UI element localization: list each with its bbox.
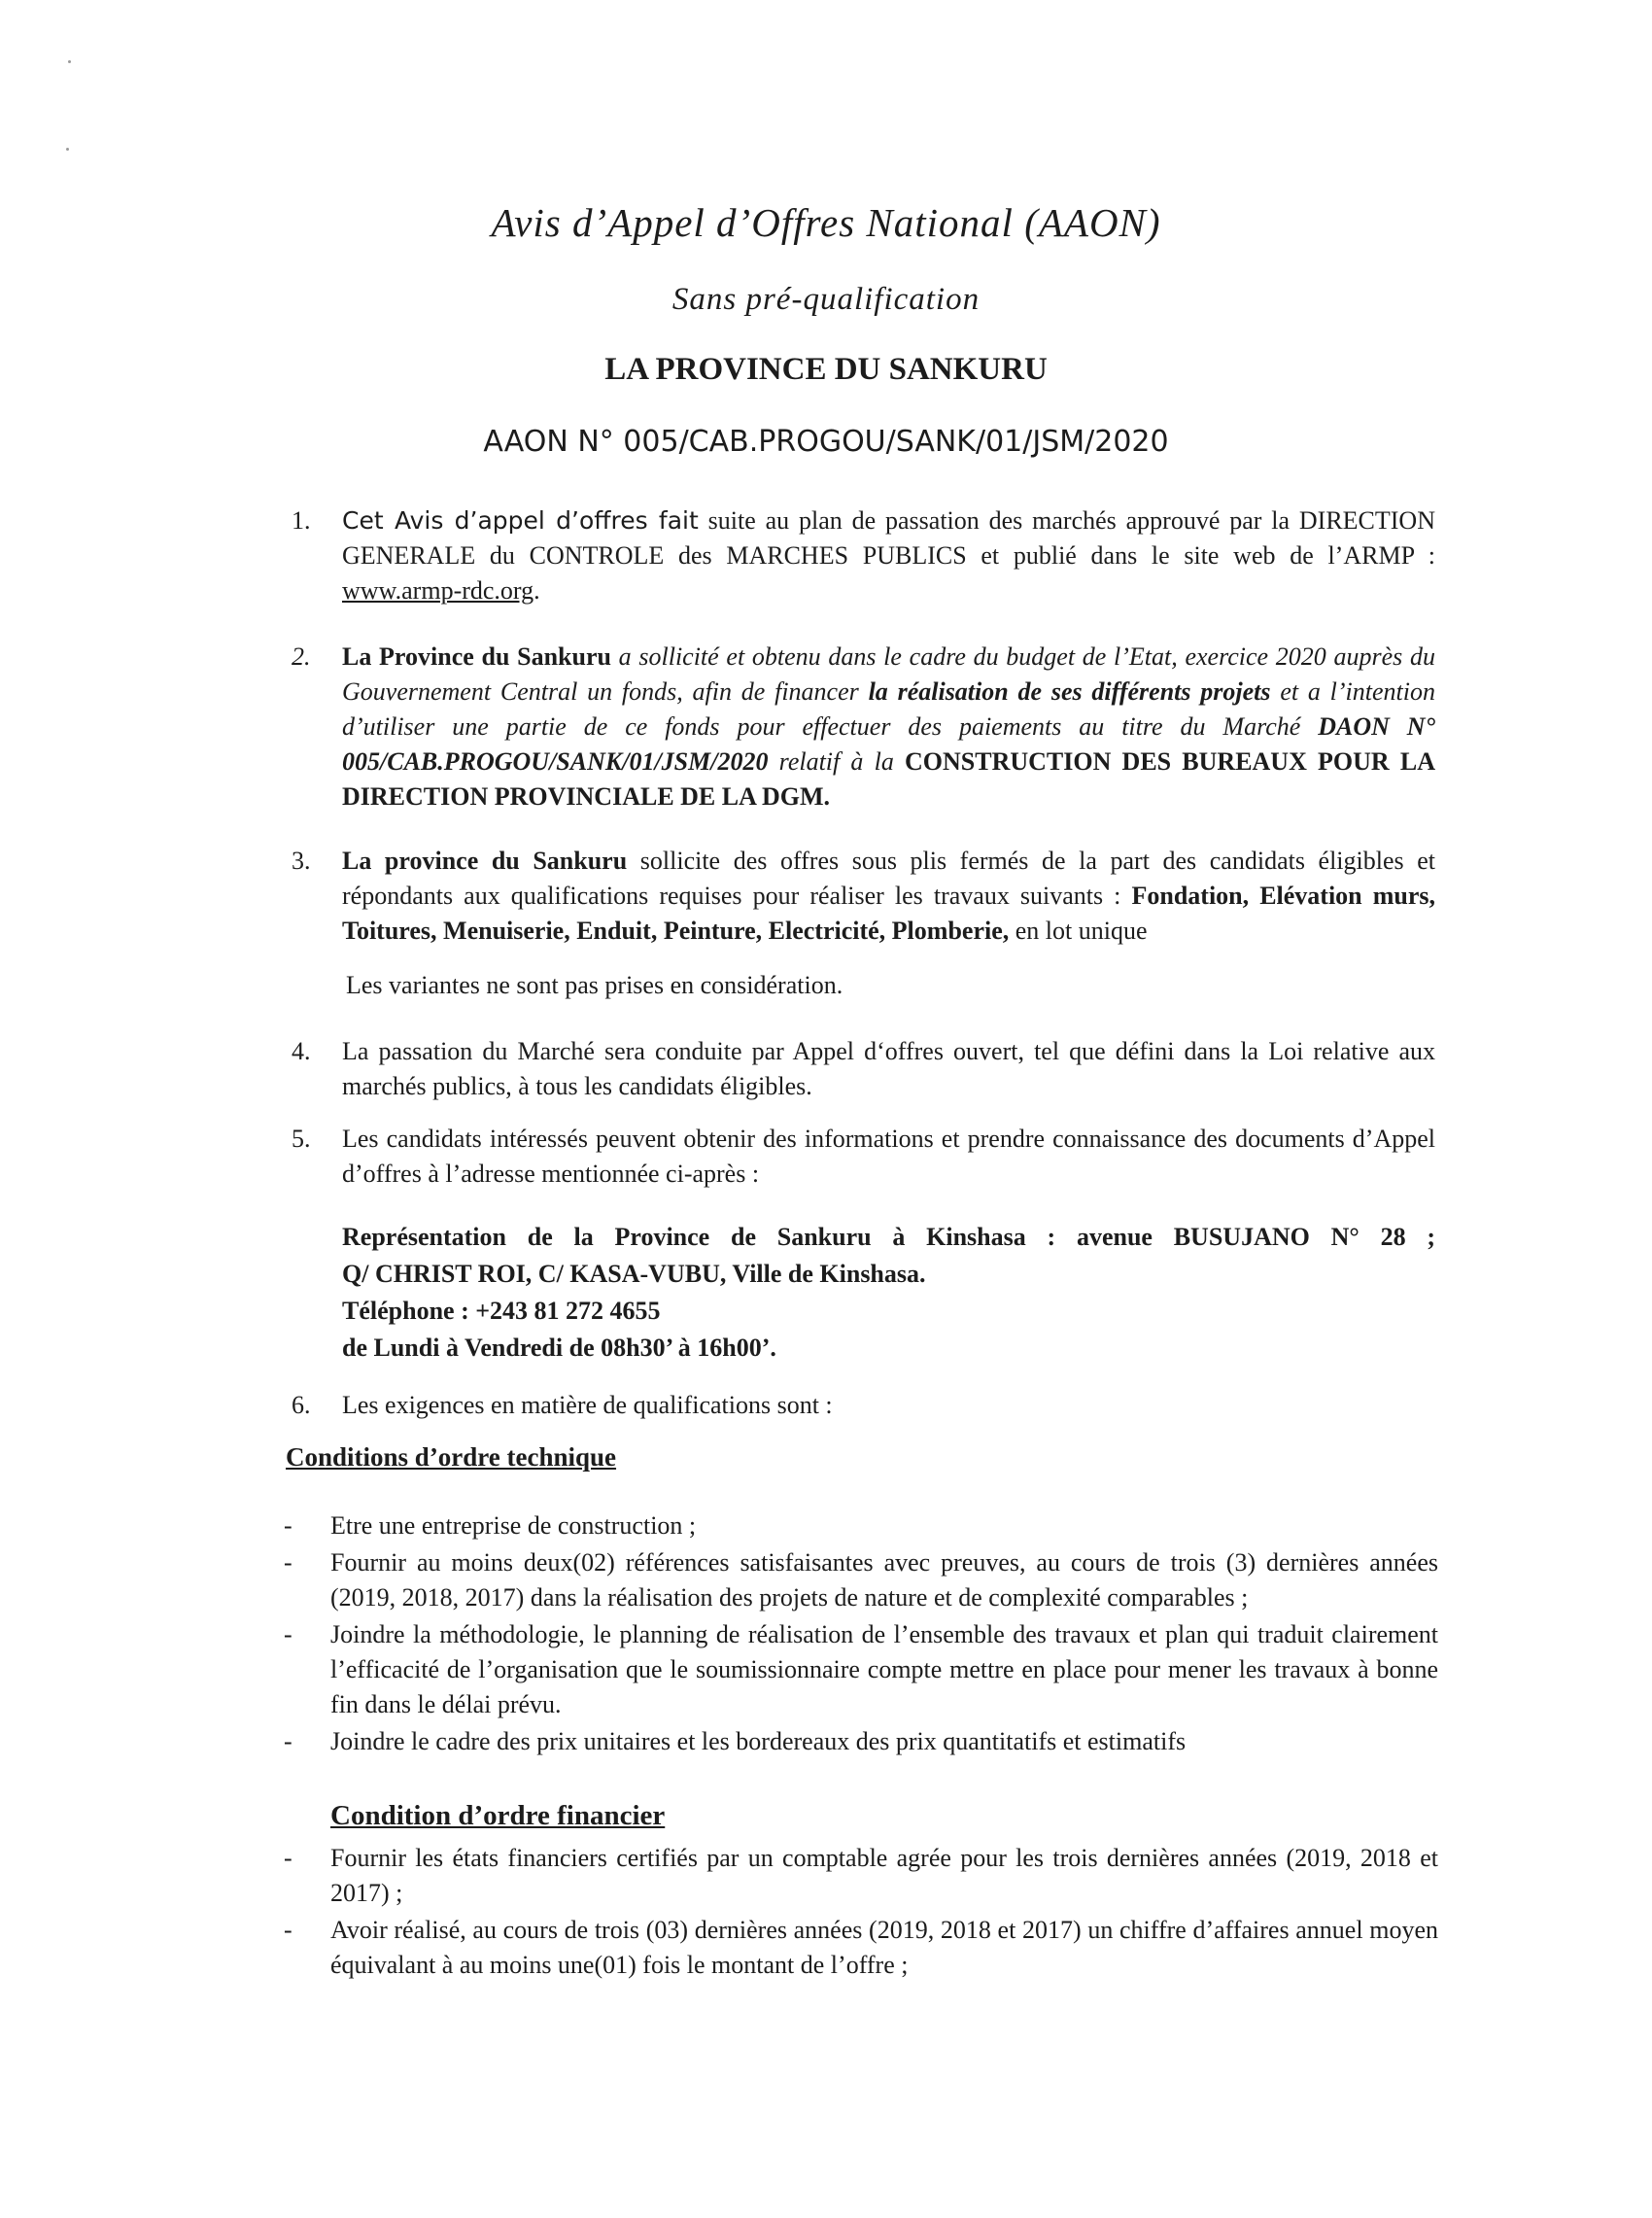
scan-speck (66, 148, 69, 151)
bullet-mark: - (284, 1620, 293, 1648)
item-3 (342, 844, 1435, 949)
item-number: 2. (292, 642, 311, 671)
technical-bullet: Joindre le cadre des prix unitaires et les bordereaux des prix quantitatifs et estimatifs (330, 1727, 1187, 1755)
item-1-lead: Cet Avis d’appel d’offres fait (342, 506, 699, 535)
notice-title: Avis d’Appel d’Offres National (AAON) (491, 200, 1161, 245)
technical-conditions-heading: Conditions d’ordre technique (286, 1442, 617, 1472)
item-1-text: suite au plan de passation des marchés approuvé par la DIRECTION GENERALE du CONTROLE des MARCHES PUBLICS et publié dans le site web de l’ARMP : (342, 506, 1435, 570)
item-3-works: Fondation, Elévation murs, Toitures, Menuiserie, Enduit, Peinture, Electricité, Plomberie, (342, 882, 1435, 945)
address-block (342, 1219, 1435, 1367)
item-2-text1: a sollicité et obtenu dans le cadre du budget de l’Etat, exercice 2020 auprès du Gouvernement Central un fonds, afin de financer (342, 642, 1435, 706)
technical-bullet: Etre une entreprise de construction ; (330, 1511, 697, 1540)
address-line-2: Q/ CHRIST ROI, C/ KASA-VUBU, Ville de Kinshasa. (342, 1260, 926, 1288)
bullet-mark: - (284, 1844, 293, 1872)
item-2-text3: relatif à la (768, 747, 905, 776)
bullet-mark: - (284, 1916, 293, 1944)
notice-reference: AAON N° 005/CAB.PROGOU/SANK/01/JSM/2020 (483, 425, 1169, 459)
item-2-lead: La Province du Sankuru (342, 642, 611, 671)
bullet-mark: - (284, 1548, 293, 1577)
item-number: 1. (292, 506, 311, 535)
financial-bullet: Fournir les états financiers certifiés par un comptable agrée pour les trois dernières années (2019, 2018 et 2017) ; (330, 1844, 1438, 1907)
phone-number: Téléphone : +243 81 272 4655 (342, 1297, 661, 1325)
item-1 (342, 503, 1435, 608)
item-number: 4. (292, 1037, 311, 1065)
scan-speck (68, 60, 71, 63)
item-3-text: sollicite des offres sous plis fermés de la part des candidats éligibles et répondants aux qualifications requises pour réaliser les travaux suivants : (342, 847, 1435, 910)
item-3-tail: en lot unique (1009, 917, 1148, 945)
item-number: 3. (292, 847, 311, 875)
item-number: 5. (292, 1125, 311, 1153)
technical-bullet: Joindre la méthodologie, le planning de réalisation de l’ensemble des travaux et plan qui traduit clairement l’efficacité de l’organisation que le soumissionnaire compte mettre en place pour mener les travaux à bonne fin dans le délai prévu. (330, 1620, 1438, 1718)
address-line-1: Représentation de la Province de Sankuru à Kinshasa : avenue BUSUJANO N° 28 ; (342, 1223, 1435, 1251)
province-name: LA PROVINCE DU SANKURU (604, 352, 1048, 387)
item-number: 6. (292, 1391, 311, 1419)
item-4: La passation du Marché sera conduite par Appel d‘offres ouvert, tel que défini dans la Loi relative aux marchés publics, à tous les candidats éligibles. (342, 1037, 1435, 1100)
item-6: Les exigences en matière de qualifications sont : (342, 1391, 833, 1419)
financial-bullet: Avoir réalisé, au cours de trois (03) dernières années (2019, 2018 et 2017) un chiffre d’affaires annuel moyen équivalant à au moins une(01) fois le montant de l’offre ; (330, 1916, 1438, 1979)
item-5: Les candidats intéressés peuvent obtenir des informations et prendre connaissance des documents d’Appel d’offres à l’adresse mentionnée ci-après : (342, 1125, 1435, 1188)
item-3-lead: La province du Sankuru (342, 847, 628, 875)
item-1-tail: . (533, 576, 540, 605)
financial-condition-heading: Condition d’ordre financier (330, 1800, 666, 1831)
item-2-bold: la réalisation de ses différents projets (868, 677, 1271, 706)
item-2-reference: DAON N° 005/CAB.PROGOU/SANK/01/JSM/2020 (342, 712, 1435, 776)
bullet-mark: - (284, 1511, 293, 1540)
item-2-text2: et a l’intention d’utiliser une partie de ce fonds pour effectuer des paiements au titre du Marché (342, 677, 1435, 741)
item-2-object: CONSTRUCTION DES BUREAUX POUR LA DIRECTION PROVINCIALE DE LA DGM. (342, 747, 1435, 811)
item-2 (342, 640, 1435, 814)
technical-bullet: Fournir au moins deux(02) références satisfaisantes avec preuves, au cours de trois (3) dernières années (2019, 2018, 2017) dans la réalisation des projets de nature et de complexité comparables ; (330, 1548, 1438, 1612)
office-hours: de Lundi à Vendredi de 08h30’ à 16h00’. (342, 1334, 776, 1362)
variants-note: Les variantes ne sont pas prises en considération. (346, 971, 843, 999)
notice-subtitle: Sans pré-qualification (671, 282, 981, 317)
bullet-mark: - (284, 1727, 293, 1755)
armp-website-link[interactable]: www.armp-rdc.org (342, 576, 534, 605)
